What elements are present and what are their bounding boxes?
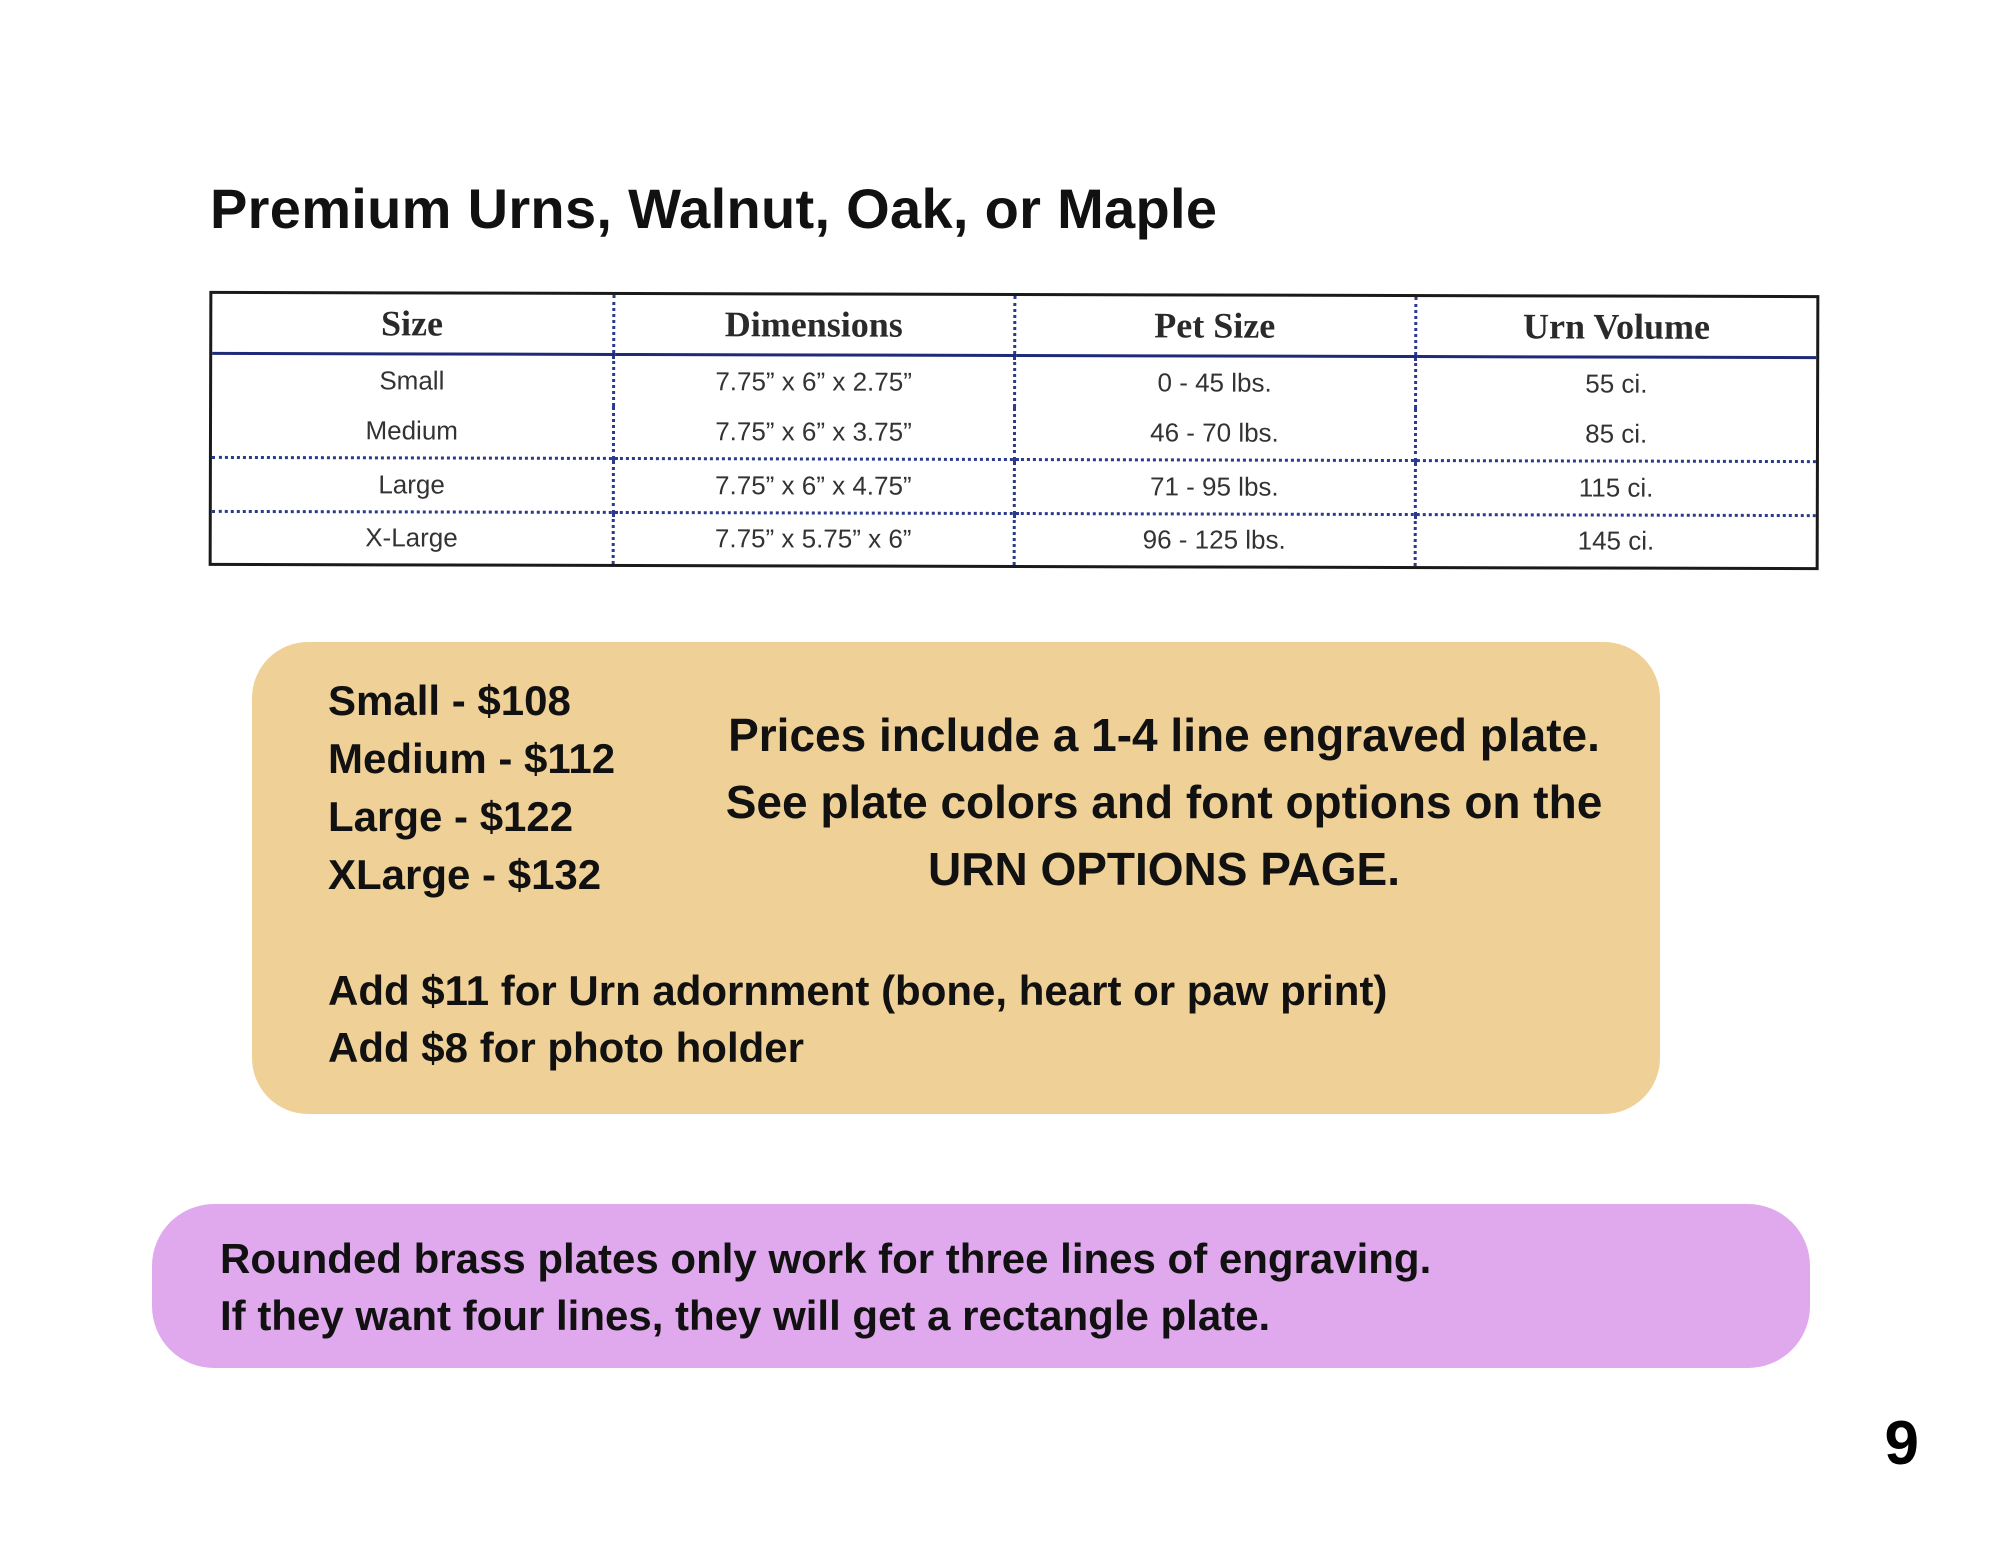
price-item: Medium - $112 [328, 735, 616, 782]
cell-urn-volume: 145 ci. [1415, 514, 1816, 567]
price-item: Large - $122 [328, 793, 574, 840]
cell-urn-volume: 115 ci. [1415, 460, 1816, 515]
column-header-pet-size: Pet Size [1014, 296, 1415, 357]
cell-size: X-Large [212, 511, 613, 564]
page-number: 9 [1884, 1409, 1919, 1478]
addon-list [328, 962, 1387, 1076]
table-row [212, 457, 1816, 515]
cell-pet-size: 71 - 95 lbs. [1014, 459, 1415, 514]
cell-urn-volume: 55 ci. [1415, 357, 1816, 410]
price-list [328, 672, 615, 904]
cell-dimensions: 7.75” x 6” x 4.75” [613, 458, 1014, 513]
engraving-note-line-1: Rounded brass plates only work for three lines of engraving. [220, 1235, 1432, 1282]
cell-pet-size: 46 - 70 lbs. [1014, 407, 1415, 460]
price-item: Small - $108 [328, 677, 571, 724]
table-row [212, 353, 1816, 409]
cell-dimensions: 7.75” x 6” x 3.75” [613, 406, 1014, 459]
engraving-note-line-2: If they want four lines, they will get a rectangle plate. [220, 1292, 1271, 1339]
cell-size: Medium [365, 415, 459, 446]
cell-dimensions: 7.75” x 5.75” x 6” [613, 512, 1014, 565]
price-item: XLarge - $132 [328, 851, 602, 898]
addon-item: Add $8 for photo holder [328, 1024, 804, 1071]
table-row [212, 405, 1816, 461]
column-header-dimensions: Dimensions [613, 295, 1014, 356]
cell-dimensions: 7.75” x 6” x 2.75” [613, 354, 1014, 407]
cell-pet-size: 96 - 125 lbs. [1014, 513, 1415, 566]
plate-note: Prices include a 1-4 line engraved plate. See plate colors and font options on the URN OPTIONS PAGE. [725, 709, 1603, 895]
cell-pet-size: 0 - 45 lbs. [1014, 356, 1415, 409]
cell-size: Large [212, 457, 613, 512]
cell-size: Small [212, 353, 613, 406]
engraving-note [220, 1230, 1431, 1344]
engraving-note-panel [152, 1204, 1810, 1368]
table-row [212, 511, 1816, 567]
addon-item: Add $11 for Urn adornment (bone, heart or paw print) [328, 967, 1388, 1014]
cell-urn-volume: 85 ci. [1415, 408, 1816, 461]
page-title: Premium Urns, Walnut, Oak, or Maple [210, 177, 1218, 240]
price-panel [252, 642, 1660, 1114]
column-header-size: Size [212, 294, 613, 355]
urn-size-table [209, 291, 1820, 570]
column-header-urn-volume: Urn Volume [1415, 297, 1816, 358]
